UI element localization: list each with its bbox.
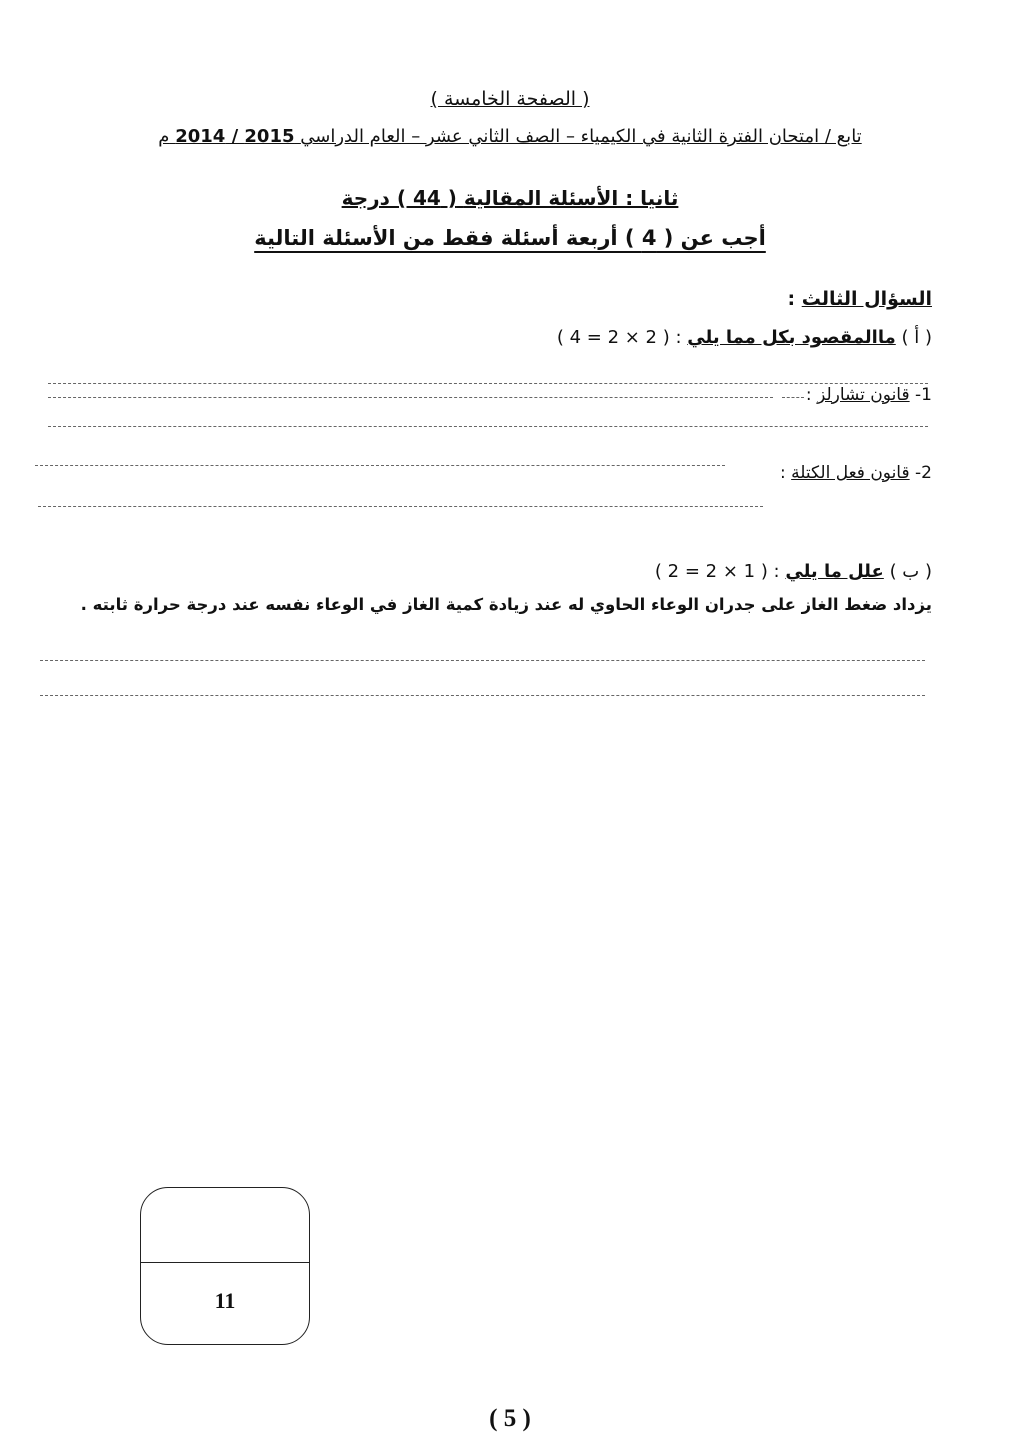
item-text: قانون فعل الكتلة: [791, 463, 910, 483]
part-a-heading: [557, 327, 932, 348]
answer-line[interactable]: [38, 506, 763, 507]
item-text: قانون تشارلز: [817, 385, 910, 405]
answer-line[interactable]: [48, 397, 773, 398]
item-number: 1-: [915, 385, 932, 405]
score-box-divider: [141, 1262, 309, 1263]
page-label: [0, 88, 1020, 110]
part-b-heading: [655, 561, 932, 582]
total-marks: 11: [214, 1288, 236, 1313]
part-b-prefix: ( ب ): [889, 561, 932, 582]
question-title-colon: :: [787, 288, 796, 310]
answer-line: [782, 397, 804, 398]
part-a-item-1: [806, 385, 932, 405]
part-b-marks: : ( 1 × 2 = 2 ): [654, 561, 780, 582]
exam-header-years: 2015 / 2014: [175, 126, 295, 147]
part-a-marks: : ( 2 × 2 = 4 ): [556, 327, 682, 348]
item-colon: :: [780, 463, 786, 483]
answer-line[interactable]: [35, 465, 725, 466]
part-a-item-2: [780, 463, 932, 483]
question-title: [787, 288, 932, 310]
item-number: 2-: [915, 463, 932, 483]
section-title: [0, 186, 1020, 210]
item-colon: :: [805, 385, 812, 405]
part-a-label: ماالمقصود بكل مما يلي: [687, 327, 896, 348]
exam-header-suffix: م: [158, 126, 170, 147]
part-b-statement: يزداد ضغط الغاز على جدران الوعاء الحاوي له عند زيادة كمية الغاز في الوعاء نفسه عند درجة حرارة ثابته .: [80, 595, 932, 614]
section-marks: ( 44 ) درجة: [341, 186, 457, 210]
exam-header-text: تابع / امتحان الفترة الثانية في الكيمياء – الصف الثاني عشر – العام الدراسي: [300, 126, 862, 147]
instructions-text: أجب عن ( 4 ) أربعة أسئلة فقط من الأسئلة التالية: [254, 226, 766, 250]
answer-line: [48, 383, 928, 384]
page-number: ( 5 ): [489, 1405, 531, 1432]
question-title-text: السؤال الثالث: [801, 288, 932, 310]
instructions: [0, 226, 1020, 250]
exam-header: [0, 126, 1020, 147]
score-box: [140, 1187, 310, 1345]
section-title-text: ثانيا : الأسئلة المقالية: [463, 186, 679, 210]
part-b-label: علل ما يلي: [785, 561, 884, 582]
answer-line[interactable]: [40, 695, 925, 696]
part-a-prefix: ( أ ): [901, 327, 932, 348]
page-label-text: ( الصفحة الخامسة ): [430, 88, 590, 110]
answer-line[interactable]: [40, 660, 925, 661]
answer-line[interactable]: [48, 426, 928, 427]
